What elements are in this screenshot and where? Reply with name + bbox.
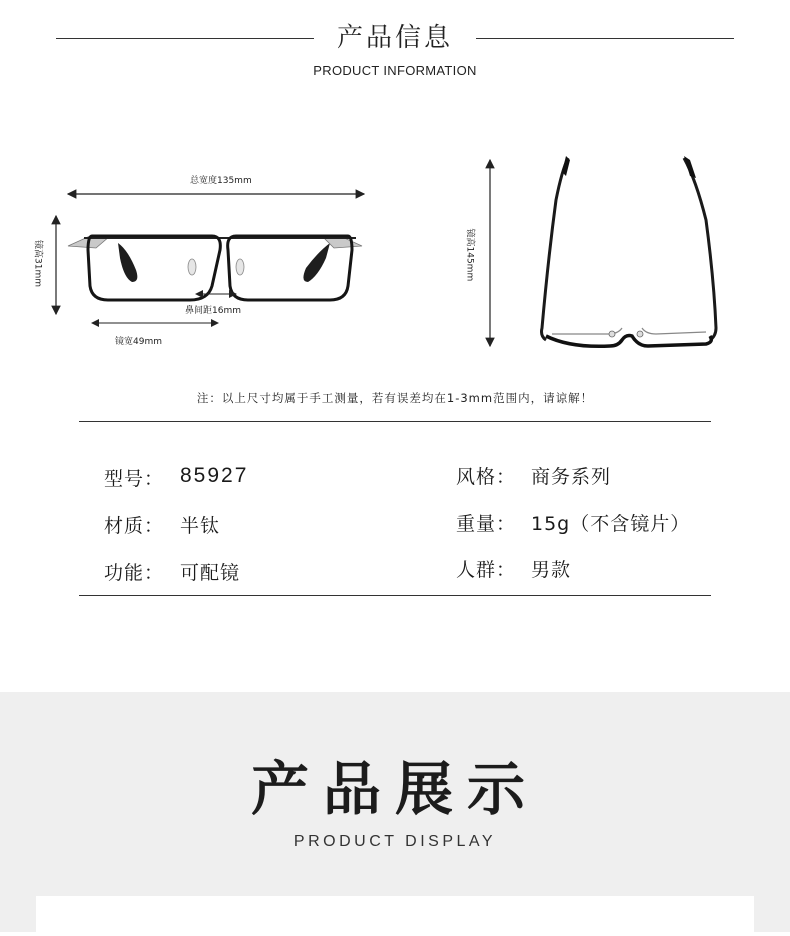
- lens-width-label: 镜宽49mm: [115, 337, 162, 347]
- nose-pad-top-right: [637, 331, 643, 337]
- spec-value-audience: 男款: [531, 559, 572, 581]
- section-subtitle-product-display: PRODUCT DISPLAY: [293, 833, 497, 850]
- glasses-top-view-diagram: [470, 150, 730, 360]
- section-subtitle-product-info: PRODUCT INFORMATION: [313, 63, 477, 78]
- spec-label-model: 型号：: [104, 468, 165, 490]
- left-temple-tip: [118, 243, 137, 282]
- nose-pad-top-left: [609, 331, 615, 337]
- total-width-label: 总宽度135mm: [190, 176, 252, 186]
- spec-value-model: 85927: [180, 464, 249, 487]
- section-title-product-display: 产品展示: [250, 755, 539, 823]
- spec-bottom-rule: [79, 595, 711, 596]
- spec-value-function: 可配镜: [180, 562, 241, 584]
- spec-value-material: 半钛: [180, 515, 221, 537]
- section-title-product-info: 产品信息: [0, 20, 790, 56]
- right-nose-pad: [236, 259, 244, 275]
- left-nose-pad: [188, 259, 196, 275]
- spec-label-weight: 重量：: [456, 513, 517, 535]
- left-lens-rim: [88, 236, 220, 300]
- right-temple-arm: [684, 158, 716, 340]
- spec-label-function: 功能：: [104, 562, 165, 584]
- spec-label-material: 材质：: [104, 515, 165, 537]
- spec-value-weight: 15g（不含镜片）: [531, 513, 691, 535]
- spec-label-audience: 人群：: [456, 559, 517, 581]
- lens-height-label: 镜高31mm: [32, 240, 43, 287]
- measurement-note: 注：以上尺寸均属于手工测量，若有误差均在1-3mm范围内，请谅解！: [196, 391, 594, 405]
- left-temple-arm: [542, 158, 569, 340]
- temple-length-label: 镜高145mm: [464, 228, 475, 282]
- spec-top-rule: [79, 421, 711, 422]
- spec-value-style: 商务系列: [531, 466, 612, 488]
- product-display-card: [36, 896, 754, 936]
- front-frame-top-view: [546, 336, 711, 347]
- right-temple-tip: [303, 243, 330, 282]
- spec-label-style: 风格：: [456, 466, 517, 488]
- bridge-label: 鼻间距16mm: [185, 306, 241, 316]
